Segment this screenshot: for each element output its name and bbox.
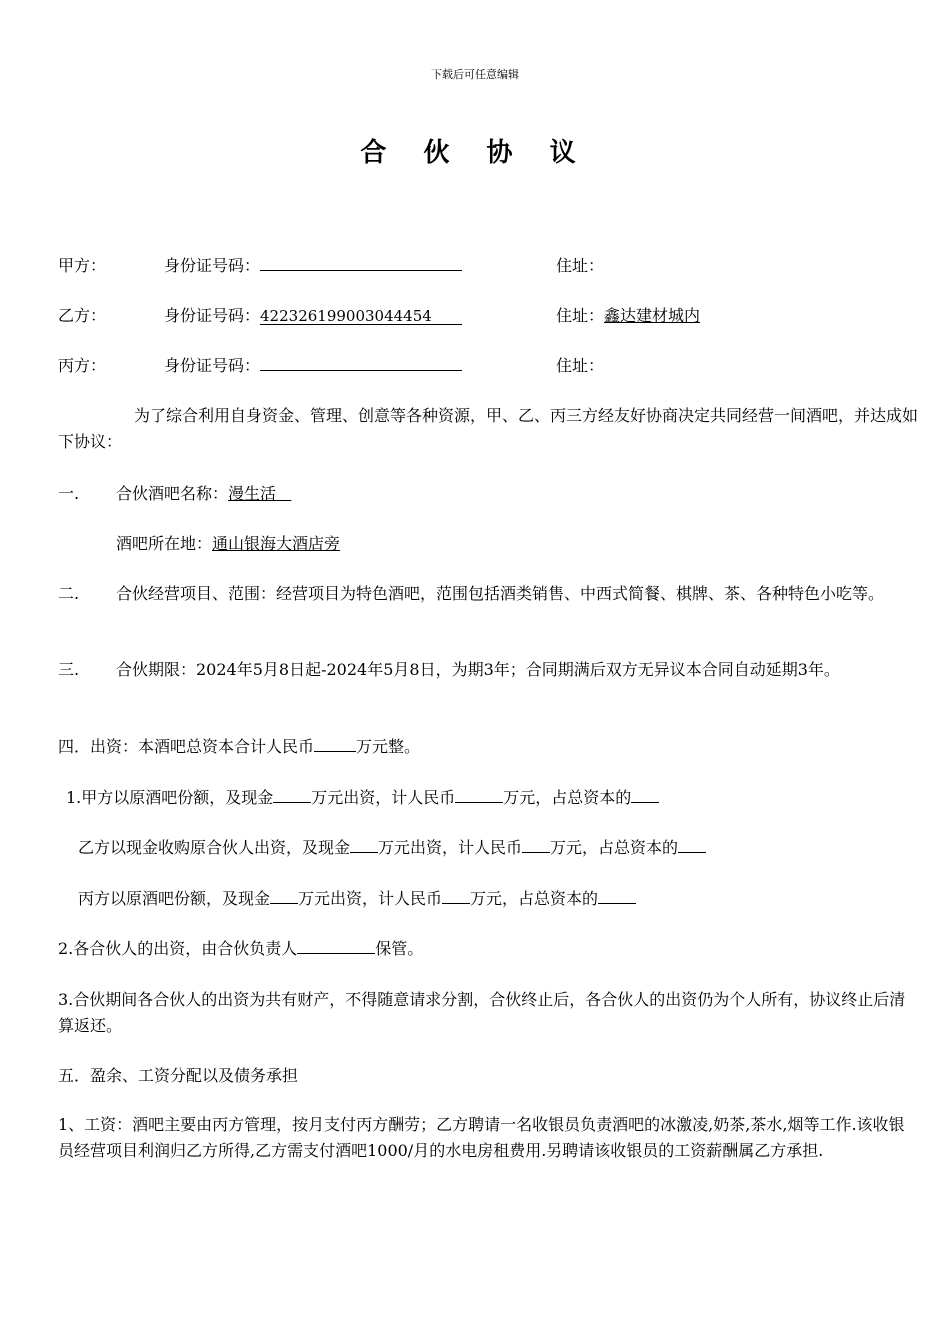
party-b-id-value[interactable]: 422326199003044454 [260, 307, 462, 325]
contribution-c-text-1: 丙方以原酒吧份额，及现金 [78, 889, 271, 908]
header-note: 下载后可任意编辑 [431, 68, 519, 81]
contribution-c-rmb-blank[interactable] [442, 886, 470, 904]
contribution-party-c [78, 886, 636, 909]
section-2-text: 合伙经营项目、范围：经营项目为特色酒吧，范围包括酒类销售、中西式简餐、棋牌、茶、各种特色小吃等。 [116, 584, 885, 603]
capital-total-label: 四．出资：本酒吧总资本合计人民币 [58, 737, 315, 756]
party-c-id-label: 身份证号码： [164, 356, 261, 375]
party-b-id [164, 303, 462, 326]
custodian-paragraph [58, 936, 423, 959]
party-c-id [164, 353, 462, 376]
party-b-address [556, 303, 700, 326]
contribution-a-cash-blank[interactable] [273, 785, 311, 803]
section-5-heading: 五．盈余、工资分配以及债务承担 [58, 1066, 299, 1085]
contribution-a-text-1: 1.甲方以原酒吧份额，及现金 [66, 788, 274, 807]
party-a-id [164, 253, 462, 276]
common-property-paragraph: 3.合伙期间各合伙人的出资为共有财产，不得随意请求分割，合伙终止后，各合伙人的出资仍为个人所有，协议终止后清算返还。 [58, 990, 906, 1035]
bar-location-label: 酒吧所在地： [116, 534, 213, 553]
bar-name-value[interactable]: 漫生活 [228, 484, 277, 503]
party-c-address-label: 住址： [556, 356, 605, 375]
contribution-b-text-2: 万元出资，计人民币 [378, 838, 523, 857]
contribution-b-rmb-blank[interactable] [522, 835, 550, 853]
capital-total-blank[interactable] [314, 734, 356, 752]
contribution-c-cash-blank[interactable] [270, 886, 298, 904]
party-c-id-value[interactable] [260, 353, 462, 371]
section-3-number: 三. [58, 660, 80, 679]
party-a-id-label: 身份证号码： [164, 256, 261, 275]
contribution-a-rmb-blank[interactable] [455, 785, 503, 803]
section-1-number: 一. [58, 484, 80, 503]
party-b-address-label: 住址： [556, 306, 605, 325]
party-b-address-value[interactable]: 鑫达建材城内 [604, 306, 701, 325]
section-1-name [116, 481, 291, 504]
party-a-address-label: 住址： [556, 256, 605, 275]
contribution-b-share-blank[interactable] [678, 835, 706, 853]
party-c-label: 丙方： [58, 356, 107, 375]
party-a-label: 甲方： [58, 256, 107, 275]
party-b-label: 乙方： [58, 306, 107, 325]
contribution-party-a [66, 785, 659, 808]
contribution-c-text-3: 万元，占总资本的 [470, 889, 599, 908]
section-3-text: 合伙期限：2024年5月8日起-2024年5月8日，为期3年；合同期满后双方无异议本合同自动延期3年。 [116, 660, 840, 679]
contribution-a-share-blank[interactable] [631, 785, 659, 803]
document-title: 合 伙 协 议 [360, 138, 590, 168]
party-b-id-label: 身份证号码： [164, 306, 261, 325]
section-1-location [116, 531, 340, 554]
custodian-blank[interactable] [297, 936, 375, 954]
contribution-a-text-3: 万元，占总资本的 [503, 788, 632, 807]
bar-name-label: 合伙酒吧名称： [116, 484, 229, 503]
custodian-text-2: 保管。 [375, 939, 424, 958]
wages-paragraph: 1、工资：酒吧主要由丙方管理，按月支付丙方酬劳；乙方聘请一名收银员负责酒吧的冰激凌,奶茶,茶水,烟等工作.该收银员经营项目利润归乙方所得,乙方需支付酒吧1000/月的水电房租费用.另聘请该收银员的工资薪酬属乙方承担. [58, 1115, 905, 1160]
custodian-text-1: 2.各合伙人的出资，由合伙负责人 [58, 939, 298, 958]
party-a-id-value[interactable] [260, 253, 462, 271]
section-4-heading [58, 734, 420, 757]
contribution-c-share-blank[interactable] [598, 886, 636, 904]
bar-location-value[interactable]: 通山银海大酒店旁 [212, 534, 341, 553]
contribution-b-text-3: 万元，占总资本的 [550, 838, 679, 857]
contribution-c-text-2: 万元出资，计人民币 [298, 889, 443, 908]
contribution-b-text-1: 乙方以现金收购原合伙人出资，及现金 [78, 838, 351, 857]
contribution-b-cash-blank[interactable] [350, 835, 378, 853]
capital-total-unit: 万元整。 [356, 737, 421, 756]
intro-paragraph: 为了综合利用自身资金、管理、创意等各种资源，甲、乙、丙三方经友好协商决定共同经营一间酒吧，并达成如下协议： [58, 406, 919, 451]
contribution-a-text-2: 万元出资，计人民币 [311, 788, 456, 807]
contribution-party-b [78, 835, 706, 858]
section-2-number: 二. [58, 584, 80, 603]
